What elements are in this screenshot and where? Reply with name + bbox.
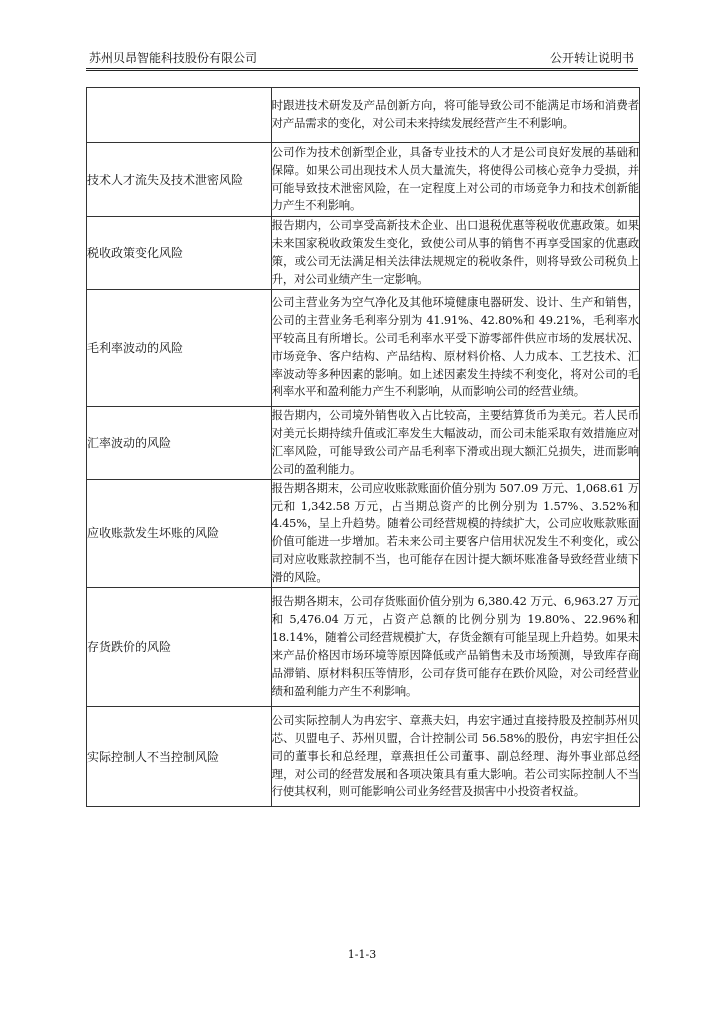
company-name: 苏州贝昂智能科技股份有限公司 (89, 51, 258, 65)
table-row (87, 707, 640, 807)
risk-description-cell: 报告期内，公司境外销售收入占比较高，主要结算货币为美元。若人民币对美元长期持续升值或汇率发生大幅波动，而公司未能采取有效措施应对汇率风险，可能导致公司产品毛利率下滑或出现大额汇兑损失，进而影响公司的盈利能力。 (271, 406, 639, 479)
risk-description-cell: 报告期内，公司享受高新技术企业、出口退税优惠等税收优惠政策。如果未来国家税收政策发生变化，致使公司从事的销售不再享受国家的优惠政策，或公司无法满足相关法律法规规定的税收条件，则将导致公司税负上升，对公司业绩产生一定影响。 (271, 217, 639, 290)
risk-description-cell: 公司主营业务为空气净化及其他环境健康电器研发、设计、生产和销售，公司的主营业务毛利率分别为 41.91%、42.80%和 49.21%，毛利率水平较高且有所增长。公司毛利率水平受下游零部件供应市场的发展状况、市场竞争、客户结构、产品结构、原材料价格、人力成本、工艺技术、汇率波动等多种因素的影响。如上述因素发生持续不利变化，将对公司的毛利率水平和盈利能力产生不利影响，从而影响公司的经营业绩。 (271, 289, 639, 406)
risk-description-cell: 时跟进技术研发及产品创新方向，将可能导致公司不能满足市场和消费者对产品需求的变化，对公司未来持续发展经营产生不利影响。 (271, 88, 639, 143)
table-row (87, 588, 640, 707)
risk-name-cell: 实际控制人不当控制风险 (87, 707, 272, 807)
risk-description-cell: 公司实际控制人为冉宏宇、章燕夫妇，冉宏宇通过直接持股及控制苏州贝芯、贝盟电子、苏州贝盟，合计控制公司 56.58%的股份，冉宏宇担任公司的董事长和总经理，章燕担任公司董事、副总经理、海外事业部总经理，对公司的经营发展和各项决策具有重大影响。若公司实际控制人不当行使其权利，则可能影响公司业务经营及损害中小投资者权益。 (271, 707, 639, 807)
table-row (87, 143, 640, 217)
table-row (87, 406, 640, 479)
page-number: 1-1-3 (347, 948, 377, 961)
risk-name-cell: 技术人才流失及技术泄密风险 (87, 143, 272, 217)
risk-name-cell: 税收政策变化风险 (87, 217, 272, 290)
risk-name-cell: 存货跌价的风险 (87, 588, 272, 707)
risk-name-cell: 毛利率波动的风险 (87, 289, 272, 406)
risk-factor-table (86, 87, 640, 807)
risk-description-cell: 公司作为技术创新型企业，具备专业技术的人才是公司良好发展的基础和保障。如果公司出现技术人员大量流失，将使得公司核心竞争力受损，并可能导致技术泄密风险，在一定程度上对公司的市场竞争力和技术创新能力产生不利影响。 (271, 143, 639, 217)
header-divider (86, 68, 638, 71)
table-row (87, 88, 640, 143)
document-type: 公开转让说明书 (549, 51, 634, 65)
risk-description-cell: 报告期各期末，公司应收账款账面价值分别为 507.09 万元、1,068.61 万元和 1,342.58 万元，占当期总资产的比例分别为 1.57%、3.52%和 4.45%，呈上升趋势。随着公司经营规模的持续扩大，公司应收账款账面价值可能进一步增加。若未来公司主要客户信用状况发生不利变化，或公司对应收账款控制不当，也可能存在因计提大额坏账准备导致经营业绩下滑的风险。 (271, 479, 639, 587)
risk-description-cell: 报告期各期末，公司存货账面价值分别为 6,380.42 万元、6,963.27 万元和 5,476.04 万元，占资产总额的比例分别为 19.80%、22.96%和 18.14%，随着公司经营规模扩大，存货金额有可能呈现上升趋势。如果未来产品价格因市场环境等原因降低或产品销售未及市场预测，导致库存商品滞销、原材料积压等情形，公司存货可能存在跌价风险，对公司经营业绩和盈利能力产生不利影响。 (271, 588, 639, 707)
table-row (87, 479, 640, 587)
risk-name-cell (87, 88, 272, 143)
table-row (87, 217, 640, 290)
risk-name-cell: 汇率波动的风险 (87, 406, 272, 479)
page-header (86, 49, 638, 67)
risk-name-cell: 应收账款发生坏账的风险 (87, 479, 272, 587)
table-row (87, 289, 640, 406)
